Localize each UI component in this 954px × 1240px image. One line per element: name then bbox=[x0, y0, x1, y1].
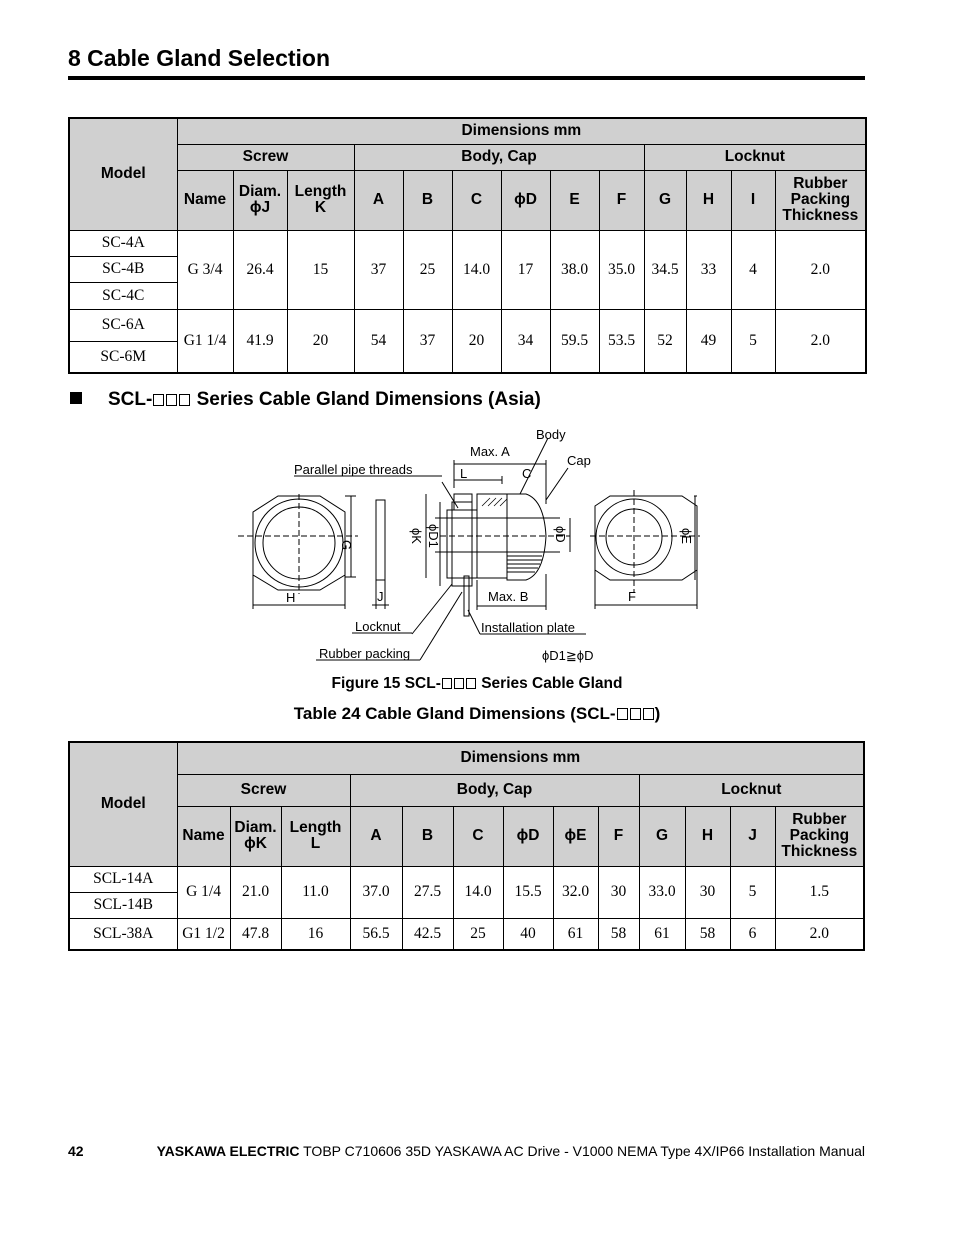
value-cell: 32.0 bbox=[553, 866, 598, 918]
header-e: ϕE bbox=[553, 806, 598, 866]
value-cell: 2.0 bbox=[775, 309, 866, 373]
header-g: G bbox=[644, 170, 686, 230]
header-j: J bbox=[730, 806, 775, 866]
value-cell: G 1/4 bbox=[177, 866, 230, 918]
table-row bbox=[69, 866, 864, 892]
subheading-prefix: SCL- bbox=[108, 389, 153, 410]
header-e: E bbox=[550, 170, 599, 230]
value-cell: G 3/4 bbox=[177, 230, 233, 309]
table-caption-prefix: Table 24 Cable Gland Dimensions (SCL- bbox=[293, 704, 616, 723]
label-j: J bbox=[377, 589, 384, 604]
placeholder-box-icon bbox=[454, 678, 464, 689]
label-parallel-threads: Parallel pipe threads bbox=[294, 462, 413, 477]
value-cell: 27.5 bbox=[402, 866, 453, 918]
header-i: I bbox=[731, 170, 775, 230]
header-locknut: Locknut bbox=[639, 774, 864, 806]
header-h: H bbox=[685, 806, 730, 866]
table-caption-suffix: ) bbox=[654, 704, 661, 723]
label-max-a: Max. A bbox=[470, 444, 510, 459]
label-g: G bbox=[339, 540, 354, 551]
value-cell: G1 1/2 bbox=[177, 918, 230, 950]
value-cell: 4 bbox=[731, 230, 775, 309]
model-cell: SCL-14A bbox=[69, 866, 177, 892]
header-a: A bbox=[354, 170, 403, 230]
value-cell: 25 bbox=[453, 918, 503, 950]
value-cell: 40 bbox=[503, 918, 553, 950]
bullet-square-icon bbox=[70, 392, 82, 404]
value-cell: 17 bbox=[501, 230, 550, 309]
placeholder-box-icon bbox=[466, 678, 476, 689]
value-cell: 30 bbox=[598, 866, 639, 918]
model-cell: SC-4C bbox=[69, 282, 177, 309]
value-cell: 20 bbox=[452, 309, 501, 373]
manual-title bbox=[157, 1142, 865, 1160]
value-cell: 6 bbox=[730, 918, 775, 950]
footer-brand: YASKAWA ELECTRIC bbox=[156, 1143, 300, 1159]
header-c: C bbox=[452, 170, 501, 230]
label-d1-condition: ϕD1≧ϕD bbox=[542, 648, 594, 663]
placeholder-box-icon bbox=[179, 394, 190, 406]
header-name: Name bbox=[177, 806, 230, 866]
value-cell: 41.9 bbox=[233, 309, 287, 373]
value-cell: 53.5 bbox=[599, 309, 644, 373]
value-cell: 49 bbox=[686, 309, 731, 373]
table-caption bbox=[0, 703, 954, 725]
header-d: ϕD bbox=[501, 170, 550, 230]
sc-dimensions-table bbox=[68, 117, 867, 374]
value-cell: 38.0 bbox=[550, 230, 599, 309]
label-cap: Cap bbox=[567, 453, 591, 468]
value-cell: 61 bbox=[553, 918, 598, 950]
header-c: C bbox=[453, 806, 503, 866]
value-cell: 35.0 bbox=[599, 230, 644, 309]
value-cell: 37.0 bbox=[350, 866, 402, 918]
value-cell: 20 bbox=[287, 309, 354, 373]
label-h: H bbox=[286, 590, 296, 605]
model-cell: SC-4B bbox=[69, 256, 177, 282]
header-dimensions: Dimensions mm bbox=[177, 118, 866, 144]
value-cell: 61 bbox=[639, 918, 685, 950]
value-cell: 5 bbox=[730, 866, 775, 918]
value-cell: 33.0 bbox=[639, 866, 685, 918]
section-rule bbox=[68, 76, 865, 80]
value-cell: 1.5 bbox=[775, 866, 864, 918]
header-rubber-thickness: Rubber Packing Thickness bbox=[775, 806, 864, 866]
value-cell: 58 bbox=[685, 918, 730, 950]
header-f: F bbox=[599, 170, 644, 230]
value-cell: 14.0 bbox=[453, 866, 503, 918]
placeholder-box-icon bbox=[643, 708, 654, 720]
value-cell: 25 bbox=[403, 230, 452, 309]
header-model: Model bbox=[69, 118, 177, 230]
value-cell: 52 bbox=[644, 309, 686, 373]
cap-side bbox=[507, 494, 546, 580]
value-cell: 16 bbox=[281, 918, 350, 950]
header-name: Name bbox=[177, 170, 233, 230]
rubber-packing-plate bbox=[376, 500, 385, 580]
figure-caption bbox=[0, 674, 954, 694]
header-d: ϕD bbox=[503, 806, 553, 866]
table-row bbox=[69, 309, 866, 341]
value-cell: 47.8 bbox=[230, 918, 281, 950]
value-cell: 11.0 bbox=[281, 866, 350, 918]
label-rubber-packing: Rubber packing bbox=[319, 646, 411, 661]
placeholder-box-icon bbox=[153, 394, 164, 406]
header-b: B bbox=[402, 806, 453, 866]
page-number: 42 bbox=[68, 1143, 84, 1159]
value-cell: 2.0 bbox=[775, 230, 866, 309]
header-rubber-thickness: Rubber Packing Thickness bbox=[775, 170, 866, 230]
subheading-suffix: Series Cable Gland Dimensions (Asia) bbox=[191, 389, 541, 410]
model-cell: SCL-14B bbox=[69, 892, 177, 918]
label-max-b: Max. B bbox=[488, 589, 529, 604]
header-g: G bbox=[639, 806, 685, 866]
model-cell: SC-6M bbox=[69, 341, 177, 373]
model-cell: SCL-38A bbox=[69, 918, 177, 950]
label-body: Body bbox=[536, 427, 566, 442]
header-h: H bbox=[686, 170, 731, 230]
label-l: L bbox=[460, 466, 468, 481]
placeholder-box-icon bbox=[166, 394, 177, 406]
value-cell: 2.0 bbox=[775, 918, 864, 950]
header-locknut: Locknut bbox=[644, 144, 866, 170]
header-dimensions: Dimensions mm bbox=[177, 742, 864, 774]
header-screw: Screw bbox=[177, 774, 350, 806]
value-cell: 14.0 bbox=[452, 230, 501, 309]
value-cell: 37 bbox=[354, 230, 403, 309]
value-cell: 15.5 bbox=[503, 866, 553, 918]
value-cell: 15 bbox=[287, 230, 354, 309]
table-row bbox=[69, 230, 866, 256]
header-model: Model bbox=[69, 742, 177, 866]
model-cell: SC-4A bbox=[69, 230, 177, 256]
header-diam-k: Diam. ϕK bbox=[230, 806, 281, 866]
label-locknut: Locknut bbox=[355, 619, 401, 634]
placeholder-box-icon bbox=[630, 708, 641, 720]
model-cell: SC-6A bbox=[69, 309, 177, 341]
label-c: C bbox=[522, 466, 532, 481]
value-cell: 56.5 bbox=[350, 918, 402, 950]
header-b: B bbox=[403, 170, 452, 230]
header-diam-j: Diam. ϕJ bbox=[233, 170, 287, 230]
value-cell: 26.4 bbox=[233, 230, 287, 309]
header-length-k: Length K bbox=[287, 170, 354, 230]
value-cell: 34.5 bbox=[644, 230, 686, 309]
value-cell: 5 bbox=[731, 309, 775, 373]
header-body-cap: Body, Cap bbox=[354, 144, 644, 170]
header-screw: Screw bbox=[177, 144, 354, 170]
figure-caption-prefix: Figure 15 SCL- bbox=[331, 675, 441, 692]
value-cell: 33 bbox=[686, 230, 731, 309]
table-row bbox=[69, 918, 864, 950]
value-cell: 42.5 bbox=[402, 918, 453, 950]
label-installation-plate: Installation plate bbox=[481, 620, 575, 635]
placeholder-box-icon bbox=[617, 708, 628, 720]
value-cell: 30 bbox=[685, 866, 730, 918]
header-length-l: Length L bbox=[281, 806, 350, 866]
label-f: F bbox=[628, 589, 636, 604]
footer-doc: TOBP C710606 35D YASKAWA AC Drive - V1000 NEMA Type 4X/IP66 Installation Manual bbox=[299, 1143, 865, 1159]
value-cell: 37 bbox=[403, 309, 452, 373]
series-subheading bbox=[70, 388, 541, 412]
value-cell: G1 1/4 bbox=[177, 309, 233, 373]
value-cell: 59.5 bbox=[550, 309, 599, 373]
label-e: ϕE bbox=[679, 528, 694, 544]
figure-caption-suffix: Series Cable Gland bbox=[476, 675, 623, 692]
label-k: ϕK bbox=[409, 528, 424, 544]
value-cell: 21.0 bbox=[230, 866, 281, 918]
label-d1: ϕD1 bbox=[426, 524, 441, 548]
value-cell: 58 bbox=[598, 918, 639, 950]
scl-dimensions-table bbox=[68, 741, 865, 951]
header-f: F bbox=[598, 806, 639, 866]
value-cell: 54 bbox=[354, 309, 403, 373]
value-cell: 34 bbox=[501, 309, 550, 373]
section-title: 8 Cable Gland Selection bbox=[68, 45, 331, 71]
cable-gland-drawing bbox=[230, 424, 720, 672]
placeholder-box-icon bbox=[442, 678, 452, 689]
header-body-cap: Body, Cap bbox=[350, 774, 639, 806]
header-a: A bbox=[350, 806, 402, 866]
label-d: ϕD bbox=[553, 526, 568, 543]
